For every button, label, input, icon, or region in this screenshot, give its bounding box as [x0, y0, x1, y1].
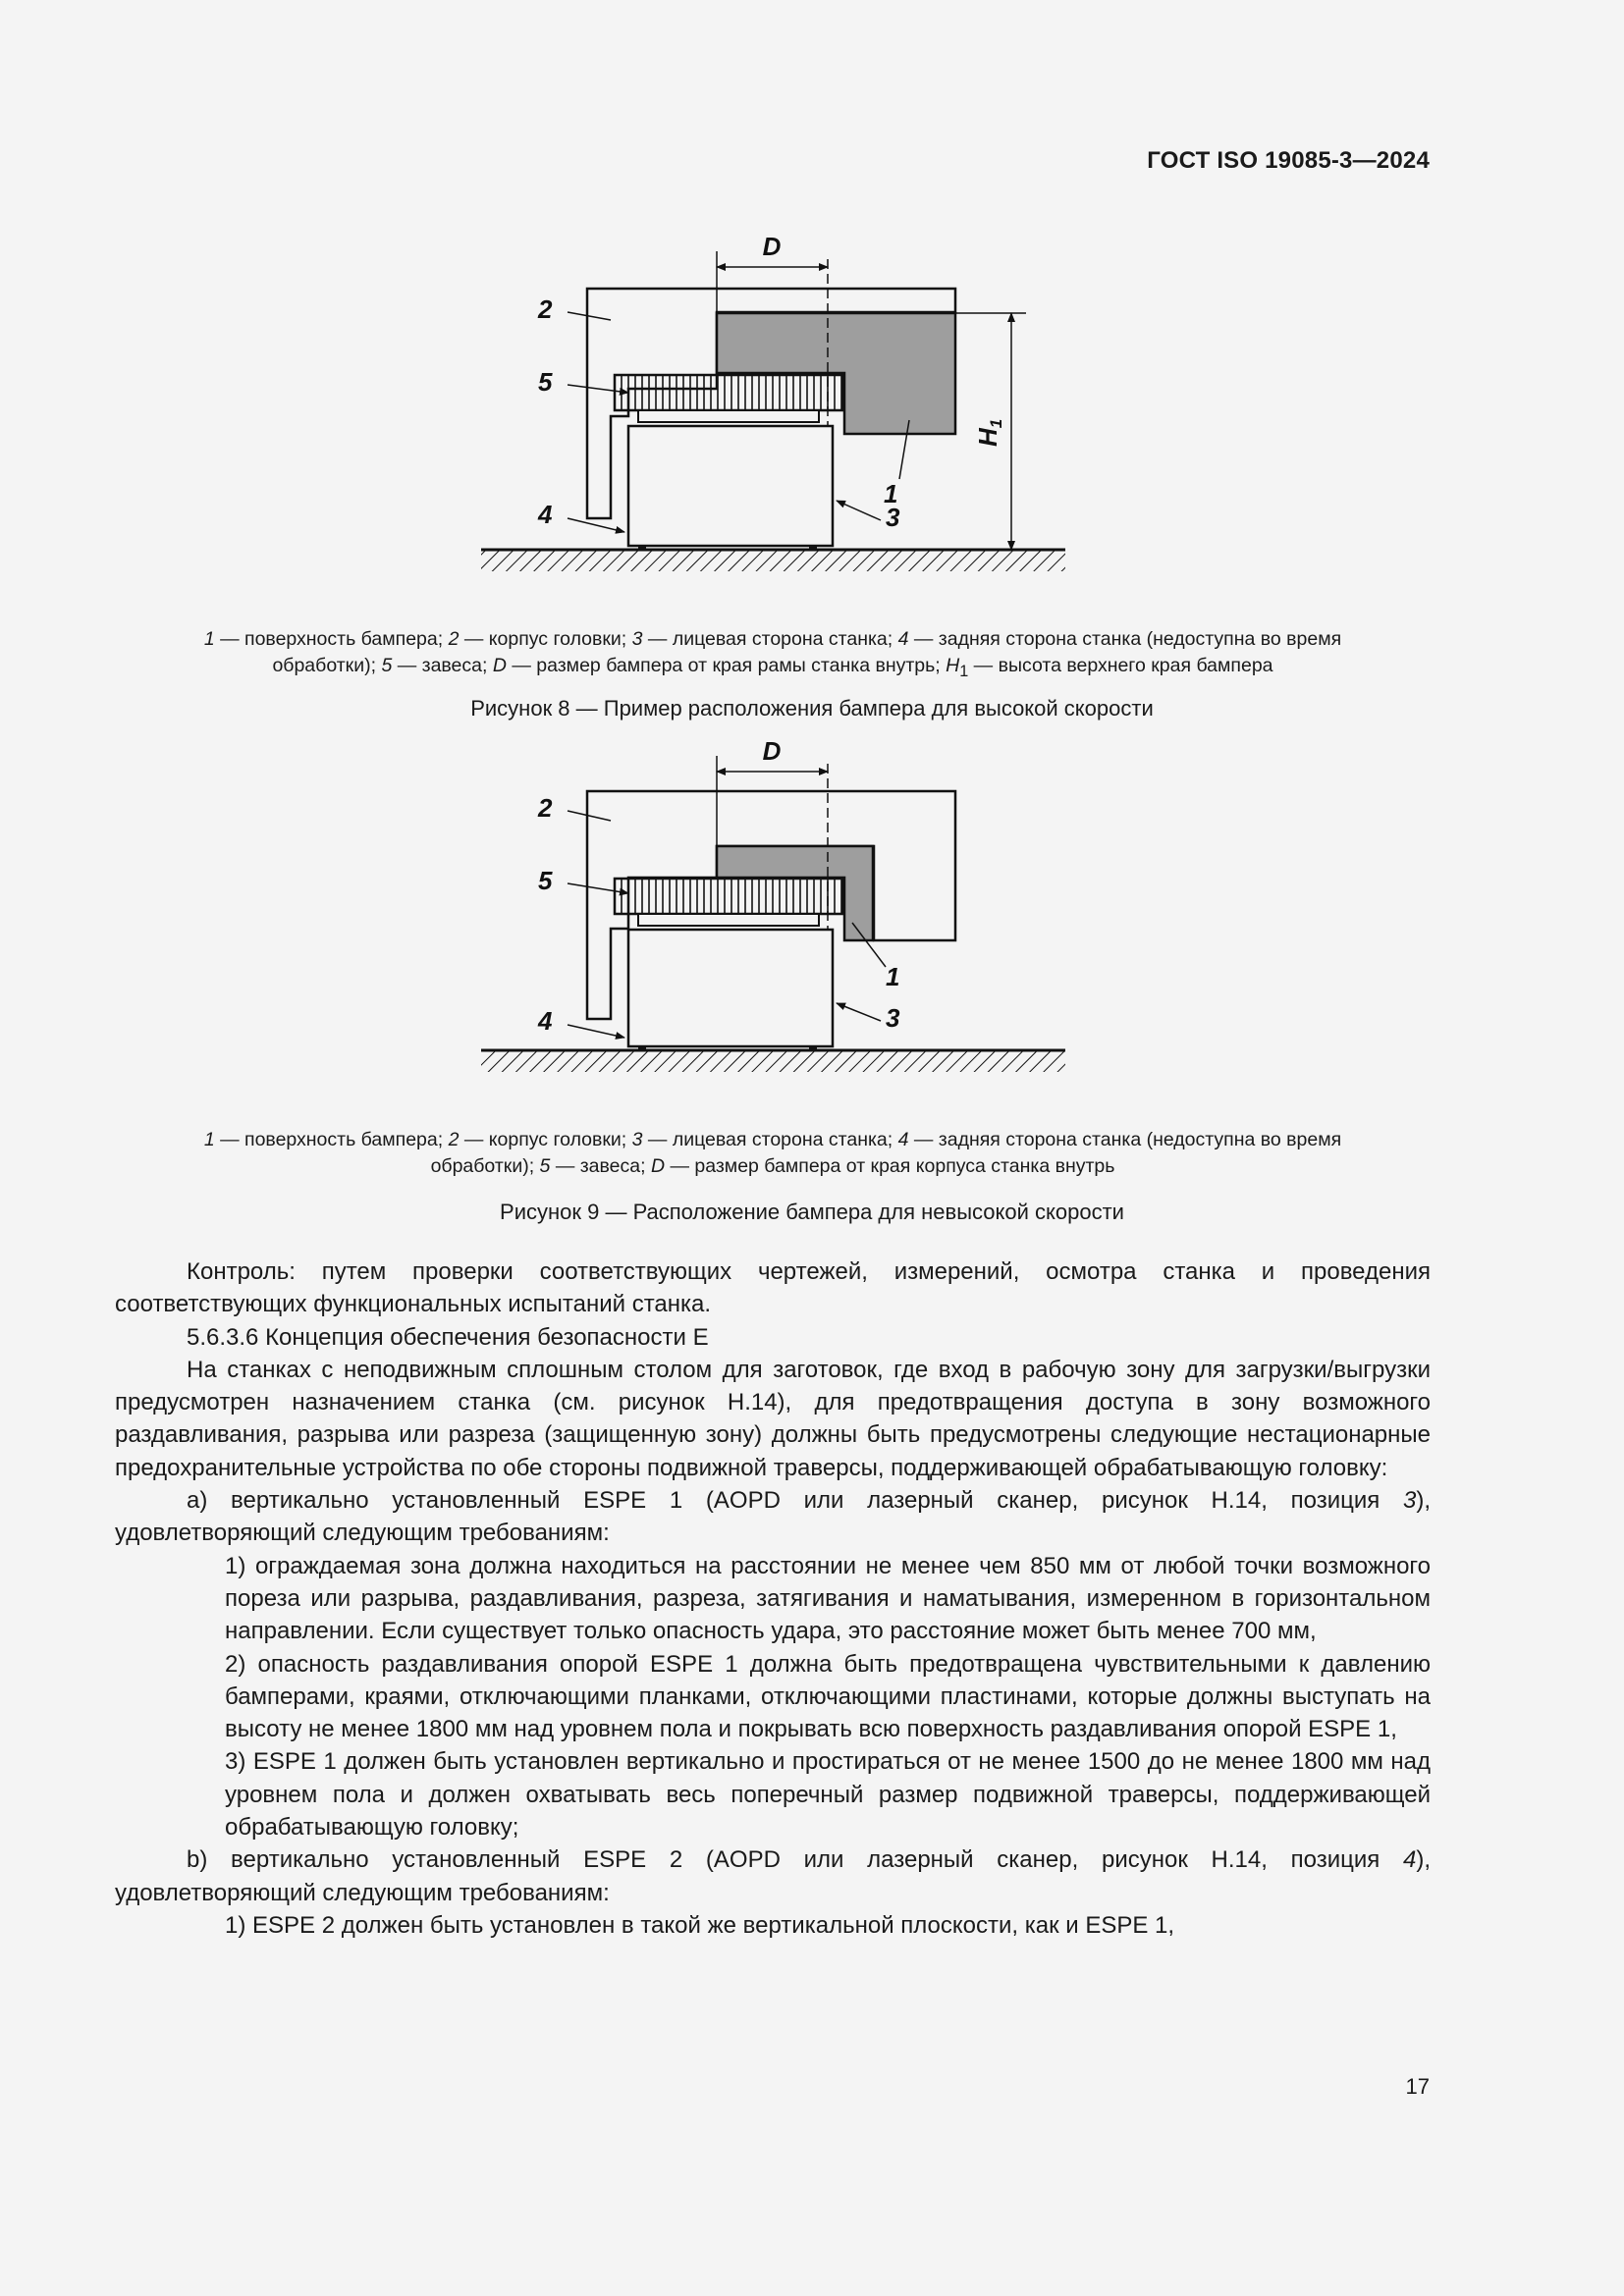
section-heading: 5.6.3.6 Концепция обеспечения безопасности E — [187, 1323, 709, 1351]
paragraph-intro: На станках с неподвижным сплошным столом для заготовок, где вход в рабочую зону для загрузки/выгрузки предусмотрен назначением станка (см. рисунок H.14), для предотвращения доступа в зону возможного раздавливания, разрыва или разреза (защищенную зону) должны быть предусмотрены следующие нестационарные предохранительные устройства по обе стороны подвижной траверсы, поддерживающей обрабатывающую головку: — [115, 1356, 1431, 1481]
label-5: 5 — [538, 866, 553, 895]
paragraph-control: Контроль: путем проверки соответствующих чертежей, измерений, осмотра станка и проведения соответствующих функциональных испытаний станка. — [115, 1258, 1431, 1318]
figure-8-drawing — [0, 216, 1624, 609]
figure-9-drawing — [0, 726, 1624, 1109]
floor-hatch — [481, 1050, 1065, 1072]
figure-8-legend: 1 — поверхность бампера; 2 — корпус головки; 3 — лицевая сторона станка; 4 — задняя сторона станка (недоступна во время обработки); 5 — завеса; D — размер бампера от края рамы станка внутрь; $H_1$ — высота верхнего края бампера — [203, 628, 1342, 680]
dimension-d-label: D — [762, 736, 782, 766]
dimension-d-label: D — [762, 232, 782, 261]
curtain — [615, 375, 842, 410]
machine-body — [628, 930, 833, 1046]
curtain-base — [638, 410, 819, 422]
list-item-b: b) вертикально установленный ESPE 2 (AOPD или лазерный сканер, рисунок H.14, позиция 4), удовлетворяющий следующим требованиям: — [115, 1846, 1431, 1906]
figure-8 — [0, 216, 1624, 609]
label-3: 3 — [886, 503, 900, 532]
list-item-a-2: 2) опасность раздавливания опорой ESPE 1 должна быть предотвращена чувствительными к давлению бамперами, краями, отключающими планками, отключающими пластинами, которые должны выступать на высоту не менее 1800 мм над уровнем пола и покрывать всю поверхность раздавливания опорой ESPE 1, — [225, 1650, 1431, 1743]
label-4: 4 — [538, 1006, 553, 1036]
label-2: 2 — [538, 793, 553, 823]
curtain — [615, 879, 842, 914]
standard-header: ГОСТ ISO 19085-3—2024 — [1147, 147, 1430, 174]
page-number: 17 — [1405, 2074, 1430, 2099]
figure-9-legend: 1 — поверхность бампера; 2 — корпус головки; 3 — лицевая сторона станка; 4 — задняя сторона станка (недоступна во время обработки); 5 — завеса; D — размер бампера от края корпуса станка внутрь — [203, 1129, 1342, 1177]
list-item-b-1: 1) ESPE 2 должен быть установлен в такой же вертикальной плоскости, как и ESPE 1, — [225, 1911, 1175, 1939]
machine-body — [628, 426, 833, 546]
list-item-a-3: 3) ESPE 1 должен быть установлен вертикально и простираться от не менее 1500 до не менее 1800 мм над уровнем пола и должен охватывать весь поперечный размер подвижной траверсы, поддерживающей обрабатывающую головку; — [225, 1748, 1431, 1842]
figure-8-caption: Рисунок 8 — Пример расположения бампера для высокой скорости — [470, 696, 1154, 721]
dimension-h1-label: H1 — [973, 418, 1005, 447]
label-1: 1 — [886, 962, 900, 991]
list-item-a-1: 1) ограждаемая зона должна находиться на расстоянии не менее чем 850 мм от любой точки возможного пореза или разрыва, раздавливания, разреза, затягивания и наматывания, измеренном в горизонтальном направлении. Если существует только опасность удара, это расстояние может быть менее 700 мм, — [225, 1552, 1431, 1645]
figure-9-caption: Рисунок 9 — Расположение бампера для невысокой скорости — [500, 1200, 1124, 1224]
label-1: 1 — [884, 479, 898, 508]
body-text — [115, 1255, 1431, 1942]
floor-hatch — [481, 550, 1065, 571]
label-3: 3 — [886, 1003, 900, 1033]
label-4: 4 — [538, 500, 553, 529]
label-2: 2 — [538, 294, 553, 324]
figure-9 — [0, 726, 1624, 1109]
curtain-base — [638, 914, 819, 926]
list-item-a: a) вертикально установленный ESPE 1 (AOPD или лазерный сканер, рисунок H.14, позиция 3), удовлетворяющий следующим требованиям: — [115, 1487, 1431, 1547]
label-5: 5 — [538, 367, 553, 397]
